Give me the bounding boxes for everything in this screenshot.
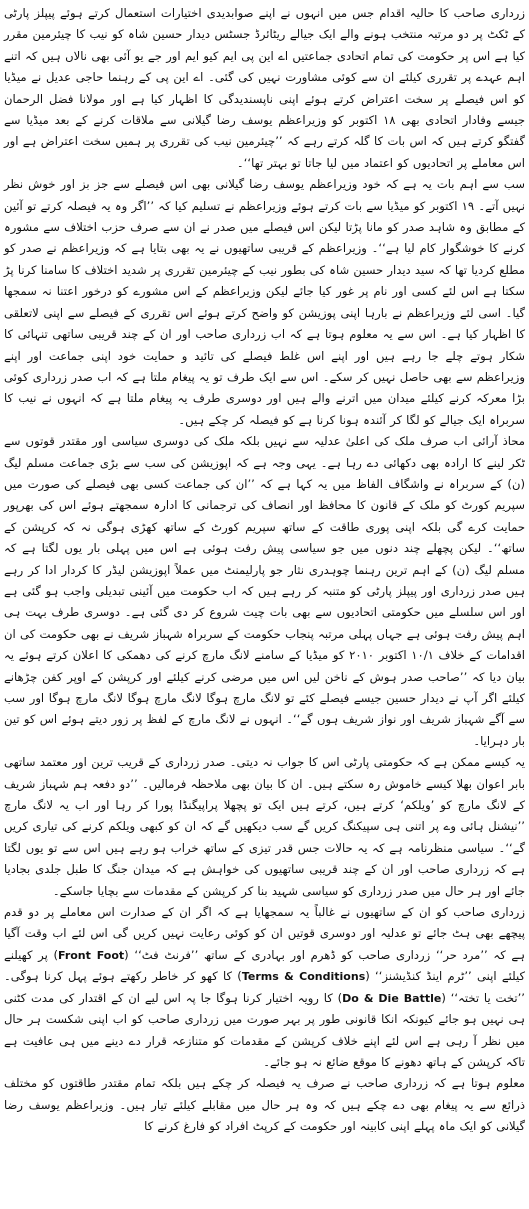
english-term: Do & Die Battle — [342, 991, 442, 1005]
article-paragraph-6: معلوم ہوتا ہے کہ زرداری صاحب نے صرف یہ فیصلہ کر چکے ہیں بلکہ تمام مقتدر طاقتوں کو مختلف ذرائع سے یہ پیغام بھی دے چکے ہیں کہ وہ ہر حال میں مقابلے کیلئے تیار ہیں۔ وزیراعظم یوسف رضا گیلانی کو ایک ماہ پہلے اپنی کابینہ اور حکومت کے کرپٹ افراد کو فارغ کرنے کا — [4, 1076, 525, 1134]
english-term: Front Foot — [58, 948, 125, 962]
article-paragraph-2: سب سے اہم بات یہ ہے کہ خود وزیراعظم یوسف رضا گیلانی بھی اس فیصلے سے جز بز اور خوش نظر نہیں آتے۔ ۱۹ اکتوبر کو میڈیا سے بات کرتے ہوئے وزیراعظم نے تسلیم کیا کہ ’’اگر وہ یہ فیصلہ کرتے تو آئین کے مطابق وہ شاہد صدر کو مانا پڑتا لیکن اس فیصلے میں صدر نے ان سے صرف حزب اختلاف سے مشورہ کرنے کا خوشگوار کام لیا ہے‘‘۔ وزیراعظم کے قریبی ساتھیوں نے یہ بھی بتایا ہے کہ وزیراعظم نے صدر کو مطلع کردیا تھا کہ سید دیدار حسین شاہ کی بطور نیب کے چیئرمین تقرری پر شدید اختلاف کا سامنا کرنا پڑ سکتا ہے اس لئے کسی اور نام پر غور کیا جائے لیکن وزیراعظم کے اس مشورے کو درخور اعتنا نہ سمجھا گیا۔ اسی لئے وزیراعظم نے بارہا اپنی پوزیشن کو واضح کرتے ہوئے اس تقرری کے فیصلے سے اپنی لاتعلقی کا اظہار کیا ہے۔ اس سے یہ معلوم ہوتا ہے کہ اب زرداری صاحب اور ان کے چند قریبی ساتھی تنہائی کا شکار ہوتے چلے جا رہے ہیں اور اپنے اس غلط فیصلے کی تائید و حمایت خود اپنی جماعت اور اپنے وزیراعظم سے بھی حاصل نہیں کر سکے۔ اس سے ایک طرف تو یہ پیغام ملتا ہے کہ اب صدر زرداری کوئی بڑا معرکہ کرنے کیلئے میدان میں اترنے والے ہیں اور دوسری طرف یہ پیغام ملتا ہے کہ انہوں نے نیب کا سربراہ ایک جیالے کو لگا کر آئندہ ہونا کرنا ہے کو فیصلہ کر چکے ہیں۔ — [4, 177, 525, 427]
english-term: Terms & Conditions — [241, 970, 366, 984]
article-paragraph-1: زرداری صاحب کا حالیہ اقدام جس میں انہوں نے اپنے صوابدیدی اختیارات استعمال کرتے ہوئے پیپلز پارٹی کے ٹکٹ پر دو مرتبہ منتخب ہونے والے ایک جیالے ریٹائرڈ جسٹس دیدار حسین شاہ کو نیب کا چیئرمین مقرر کیا ہے اس پر حکومت کی تمام اتحادی جماعتیں اے این پی ایم کیو ایم اور جے یو آئی بھی نالاں ہیں کہ اتنے اہم عہدے پر تقرری کیلئے ان سے کوئی مشاورت نہیں کی گئی۔ اے این پی کے رہنما حاجی عدیل نے میڈیا کو اس فیصلے پر سخت اعتراض کرتے ہوئے اپنی ناپسندیدگی کا اظہار کیا ہے اور مولانا فضل الرحمان جیسے وفادار اتحادی بھی ۱۸ اکتوبر کو وزیراعظم یوسف رضا گیلانی سے ملاقات کرنے کے بعد میڈیا سے گفتگو کرتے ہیں کہ اس بات کا گلہ کرتے رہے کہ ’’چیئرمین نیب کی تقرری پر ہمیں سخت اعتراض ہے اور اس معاملے پر اتحادیوں کو اعتماد میں لیا جاتا تو بہتر تھا‘‘۔ — [4, 6, 526, 170]
article-paragraph-4: یہ کیسے ممکن ہے کہ حکومتی پارٹی اس کا جواب نہ دیتی۔ صدر زرداری کے قریب ترین اور معتمد ساتھی بابر اعوان بھلا کیسے خاموش رہ سکتے ہیں۔ ان کا بیان بھی ملاحظہ فرمالیں۔ ’’دو دفعہ ہم شہباز شریف کے لانگ مارچ کو ’ویلکم‘ کرتے ہیں، کرتے ہیں ایک تو پچھلا پراپیگنڈا پورا کر رہا اور اب یہ لانگ مارچ ’’نیشنل ہائی وے پر اتنی ہی سپیکنگ کریں گے سب دیکھیں گے کہ ان کو کبھی ویلکم کرنے کی تیاری کریں گے‘‘۔ سیاسی منظرنامہ ہے کہ یہ حالات جس قدر تیزی کے ساتھ خراب ہو رہے ہیں اس سے تو یوں لگتا ہے کہ زرداری صاحب اور ان کے چند قریبی ساتھیوں کی خواہش ہے کہ میدان جنگ کا طبل جلدی بجادیا جائے اور ہر حال میں صدر زرداری کو سیاسی شہید بنا کر کرپشن کے مقدمات سے بچایا جاسکے۔ — [4, 755, 525, 898]
article-paragraph-3: محاذ آرائی اب صرف ملک کی اعلیٰ عدلیہ سے نہیں بلکہ ملک کی دوسری سیاسی اور مقتدر قوتوں سے ٹکر لینے کا ارادہ بھی دکھائی دے رہا ہے۔ یہی وجہ ہے کہ اپوزیشن کی سب سے بڑی جماعت مسلم لیگ (ن) کے سربراہ نے واشگاف الفاظ میں یہ کہا ہے کہ ’’ان کی جماعت کسی بھی فیصلے کی صورت میں سپریم کورٹ کو ملک کے قانون کا محافظ اور انصاف کی ترجمانی کا ادارہ سمجھتے ہوئے اس کی بھرپور حمایت کرے گی بلکہ اپنی پوری طاقت کے ساتھ سپریم کورٹ کے ساتھ کھڑی ہوگی نہ کہ کرپشن کے ساتھ‘‘۔ لیکن پچھلے چند دنوں میں جو سیاسی پیش رفت ہوئی ہے اس میں پہلی بار یوں لگتا ہے کہ مسلم لیگ (ن) کے اہم ترین رہنما چوہدری نثار جو پارلیمنٹ میں عملاً اپوزیشن لیڈر کا کردار ادا کر رہے ہیں صدر زرداری اور پیپلز پارٹی کو متنبہ کر رہے ہیں کہ اب حکومت میں آئینی تبدیلی واجب ہو گئی ہے اور اس سلسلے میں حکومتی اتحادیوں سے بھی بات چیت شروع کر دی گئی ہے۔ دوسری طرف بہت ہی اہم پیش رفت ہوئی ہے جہاں پہلی مرتبہ پنجاب حکومت کے سربراہ شہباز شریف نے بھی حکومت کی ان اقدامات کے خلاف ۱۰/۱ اکتوبر ۲۰۱۰ کو میڈیا کے سامنے لانگ مارچ کرنے کی دھمکی کا اعلان کرتے ہوئے یہ بیان دیا کہ ’’صاحب صدر ہوش کے ناخن لیں اس میں مرضی کرنے کیلئے اور کرپشن کے اوپر کفن چڑھانے کیلئے اگر آپ نے دیدار حسین جیسے فیصلے کئے تو لانگ مارچ ہوگا لانگ مارچ ہوگا لانگ مارچ ہوگا اور سب سے آگے شہباز شریف اور نواز شریف ہوں گے‘‘۔ انہوں نے لانگ مارچ کے لفظ پر زور دیتے ہوئے اس کو تین بار دہرایا۔ — [4, 434, 525, 748]
article-paragraph-5: زرداری صاحب کو ان کے ساتھیوں نے غالباً یہ سمجھایا ہے کہ اگر ان کے صدارت اس معاملے پر دو قدم پیچھے بھی ہٹ جائے تو عدلیہ اور دوسری قوتیں ان کو کوئی رعایت نہیں کریں گی اس لئے اب وقت آگیا ہے کہ ’’مرد حر‘‘ زرداری صاحب کو ڈھرم اور بہادری کے ساتھ ’’فرنٹ فٹ‘‘ (Front Foot) پر کھیلنے کیلئے اپنی ’’ٹرم اینڈ کنڈیشنز‘‘ (Terms & Conditions) کا کھو کر خاطر رکھتے ہوئے پہل کرنا ہوگی۔ ’’تخت یا تختہ‘‘ (Do & Die Battle) کا رویہ اختیار کرنا ہوگا جا پہ اس لیے ان کے اقتدار کی مدت کٹنی ہی نہیں ہو جائے کیونکہ انکا قانونی طور پر بہر صورت میں زرداری صاحب کو اب اپنی شکست ہر حال میں نظر آ رہی ہے اس لئے اپنے خلاف کرپشن کے مقدمات کو متنازعہ قرار دے دینے میں ہی عافیت ہے تاکہ کرپشن کے ہاتھ دھونے کا موقع ضائع نہ ہو جائے۔ — [4, 905, 525, 1069]
